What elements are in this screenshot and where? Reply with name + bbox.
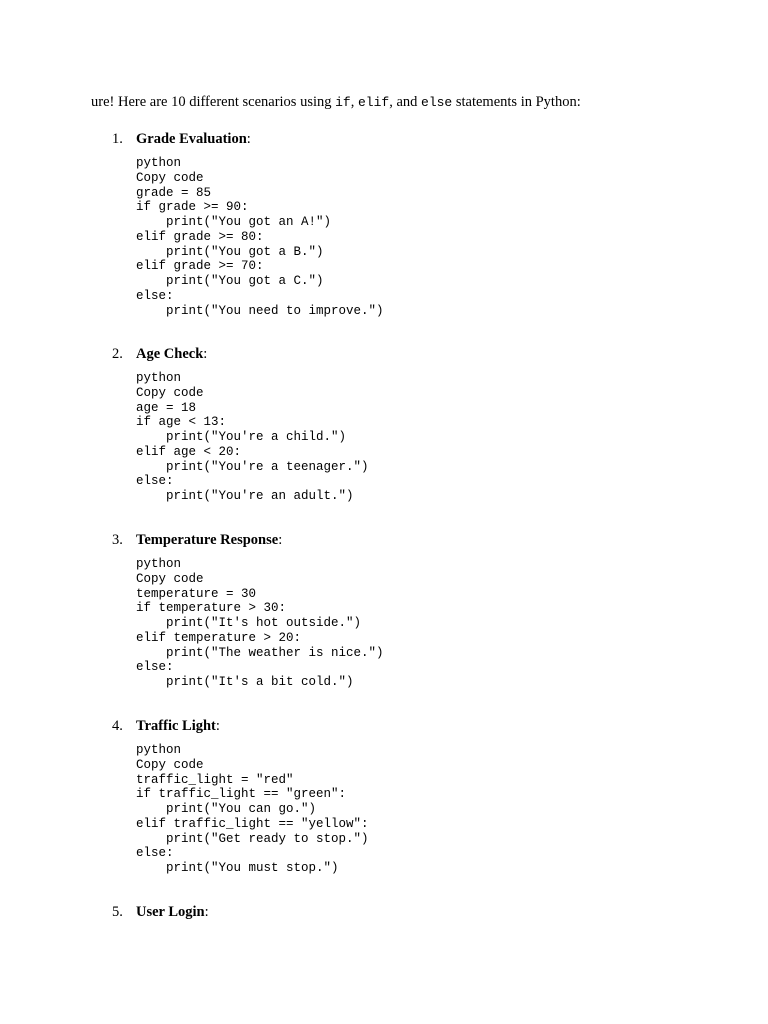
item-title-text: Age Check bbox=[136, 346, 204, 362]
code-line: python bbox=[136, 156, 182, 170]
item-number: 3. bbox=[112, 532, 123, 548]
code-line: print("You got an A!") bbox=[136, 215, 332, 229]
item-title-colon: : bbox=[278, 532, 283, 548]
code-line: print("You got a B.") bbox=[136, 244, 324, 259]
item-title-text: User Login bbox=[136, 904, 205, 920]
code-line: print("You can go.") bbox=[136, 802, 317, 816]
intro-paragraph bbox=[91, 93, 581, 112]
code-line: elif grade >= 70: bbox=[136, 259, 264, 274]
code-line: print("Get ready to stop.") bbox=[136, 831, 369, 846]
intro-prefix: ure! Here are 10 different scenarios using bbox=[91, 94, 336, 110]
keyword-elif: elif bbox=[357, 95, 390, 110]
code-line: print("You got a C.") bbox=[136, 274, 324, 288]
item-title bbox=[136, 903, 209, 921]
code-line: print("You need to improve.") bbox=[136, 303, 384, 318]
code-block bbox=[136, 371, 369, 504]
item-number: 5. bbox=[112, 904, 123, 920]
item-title-colon: : bbox=[204, 904, 209, 920]
item-number: 1. bbox=[112, 131, 123, 147]
item-title bbox=[136, 717, 220, 735]
code-line: print("It's a bit cold.") bbox=[136, 675, 354, 689]
code-line: Copy code bbox=[136, 170, 204, 185]
intro-separator: , and bbox=[389, 94, 422, 110]
code-line: age = 18 bbox=[136, 400, 197, 415]
code-line: python bbox=[136, 743, 182, 757]
code-line: print("You're a teenager.") bbox=[136, 459, 369, 474]
code-line: else: bbox=[136, 474, 174, 489]
code-line: python bbox=[136, 557, 182, 571]
item-number: 4. bbox=[112, 718, 123, 734]
keyword-if: if bbox=[335, 95, 351, 110]
code-line: print("The weather is nice.") bbox=[136, 645, 384, 660]
code-line: if grade >= 90: bbox=[136, 200, 249, 215]
keyword-else: else bbox=[421, 95, 453, 110]
code-line: elif age < 20: bbox=[136, 444, 242, 459]
item-title-colon: : bbox=[215, 718, 220, 734]
code-line: traffic_light = "red" bbox=[136, 772, 294, 787]
code-line: else: bbox=[136, 660, 174, 675]
code-line: elif grade >= 80: bbox=[136, 229, 264, 244]
item-title-colon: : bbox=[246, 131, 251, 147]
code-line: Copy code bbox=[136, 571, 204, 586]
code-line: if temperature > 30: bbox=[136, 601, 287, 616]
item-title-text: Temperature Response bbox=[136, 532, 279, 548]
code-line: print("It's hot outside.") bbox=[136, 616, 362, 630]
item-title-colon: : bbox=[203, 346, 208, 362]
code-block bbox=[136, 743, 369, 876]
item-title-text: Traffic Light bbox=[136, 718, 216, 734]
item-title bbox=[136, 345, 207, 363]
code-line: elif temperature > 20: bbox=[136, 630, 302, 645]
item-title-text: Grade Evaluation bbox=[136, 131, 247, 147]
code-line: python bbox=[136, 371, 182, 385]
code-block bbox=[136, 557, 384, 690]
code-line: if age < 13: bbox=[136, 415, 227, 430]
code-line: print("You're a child.") bbox=[136, 430, 347, 444]
code-line: elif traffic_light == "yellow": bbox=[136, 816, 369, 831]
item-title bbox=[136, 531, 282, 549]
item-number: 2. bbox=[112, 346, 123, 362]
code-line: Copy code bbox=[136, 385, 204, 400]
code-line: else: bbox=[136, 288, 174, 303]
code-line: else: bbox=[136, 846, 174, 861]
code-line: grade = 85 bbox=[136, 185, 212, 200]
intro-suffix: statements in Python: bbox=[452, 94, 581, 110]
intro-separator: , bbox=[350, 94, 358, 110]
code-block bbox=[136, 156, 384, 318]
code-line: Copy code bbox=[136, 757, 204, 772]
code-line: print("You must stop.") bbox=[136, 861, 339, 875]
code-line: if traffic_light == "green": bbox=[136, 787, 347, 802]
code-line: temperature = 30 bbox=[136, 586, 257, 601]
item-title bbox=[136, 130, 251, 148]
code-line: print("You're an adult.") bbox=[136, 489, 354, 503]
